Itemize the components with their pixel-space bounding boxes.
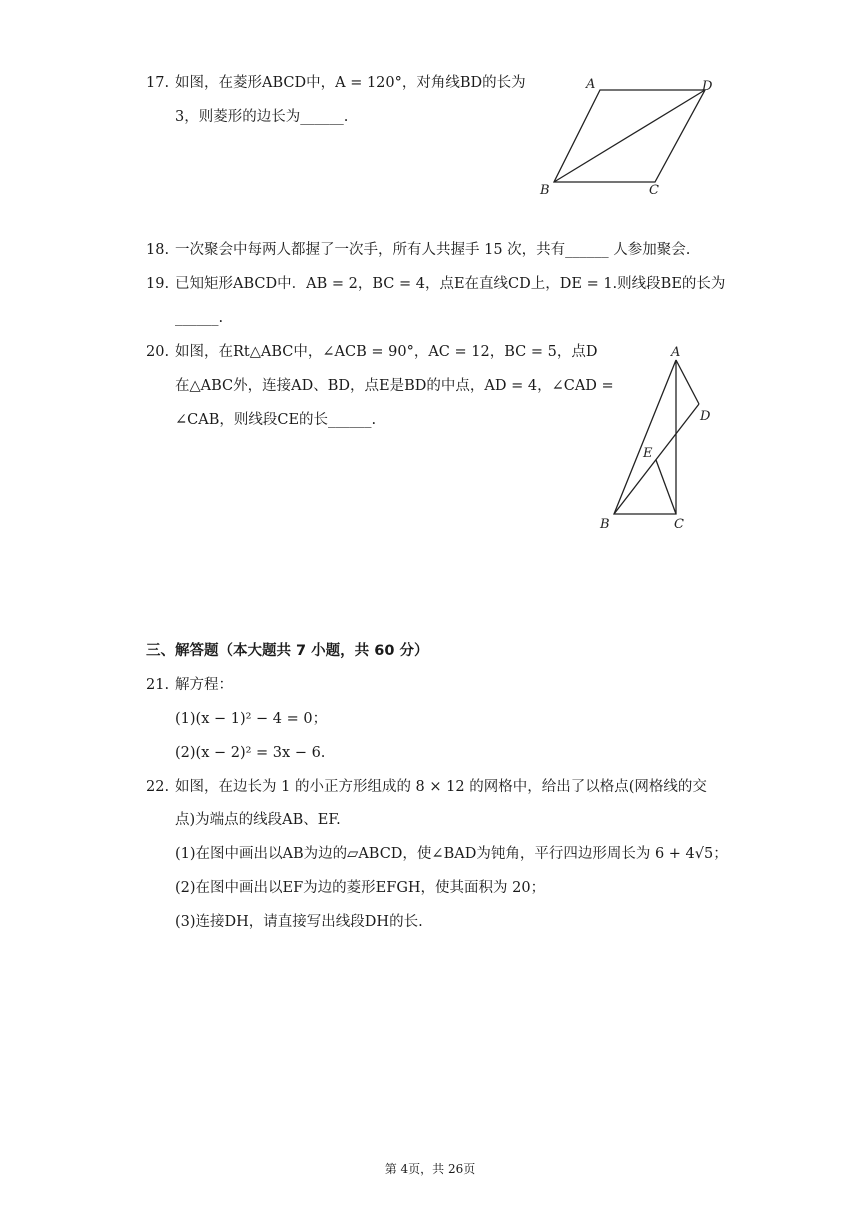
q22-part3: (3)连接DH，请直接写出线段DH的长. [175,914,423,930]
q21-number: 21. [146,677,170,693]
q22-number: 22. [146,779,170,795]
q22-text-line2: 点)为端点的线段AB、EF. [175,812,341,828]
q21-title: 解方程： [175,677,233,693]
label-b: B [540,183,550,198]
q17-text-line1: 如图，在菱形ABCD中，A = 120°，对角线BD的长为 [175,75,526,91]
segment-ce [656,460,676,514]
q19-number: 19. [146,276,170,292]
q22-part2: (2)在图中画出以EF为边的菱形EFGH，使其面积为 20； [175,880,546,896]
q20-text-line2: 在△ABC外，连接AD、BD，点E是BD的中点，AD = 4，∠CAD = [175,378,614,394]
q21-part1: (1)(x − 1)² − 4 = 0； [175,711,328,727]
label-c: C [674,517,684,532]
label-c: C [649,183,659,198]
q18-number: 18. [146,242,170,258]
label-b: B [600,517,610,532]
segment-bd [614,404,699,514]
rhombus-figure [530,72,730,202]
q22-text-line1: 如图，在边长为 1 的小正方形组成的 8 × 12 的网格中，给出了以格点(网格线的交 [175,779,707,795]
q19-text-line2: ______. [175,310,224,326]
q20-text-line3: ∠CAB，则线段CE的长______. [175,412,377,428]
q19-text-line1: 已知矩形ABCD中．AB = 2，BC = 4，点E在直线CD上，DE = 1.则线段BE的长为 [175,276,726,292]
page-footer: 第 4页，共 26页 [384,1162,476,1176]
label-d: D [702,79,713,94]
q17-text-line2: 3，则菱形的边长为______. [175,109,349,125]
q20-text-line1: 如图，在Rt△ABC中，∠ACB = 90°，AC = 12，BC = 5，点D [175,344,598,360]
label-a: A [671,345,681,360]
label-a: A [586,77,596,92]
triangle-figure [594,340,744,540]
q20-number: 20. [146,344,170,360]
q21-part2: (2)(x − 2)² = 3x − 6. [175,745,326,761]
section-3-heading: 三、解答题（本大题共 7 小题，共 60 分） [146,643,429,659]
label-e: E [643,446,653,461]
q18-text-line1: 一次聚会中每两人都握了一次手，所有人共握手 15 次，共有______ 人参加聚会. [175,242,691,258]
segment-ad [676,360,699,404]
q17-number: 17. [146,75,170,91]
triangle-abc [614,360,676,514]
q22-part1: (1)在图中画出以AB为边的▱ABCD，使∠BAD为钝角，平行四边形周长为 6 + 4√5； [175,846,728,862]
label-d: D [700,409,711,424]
